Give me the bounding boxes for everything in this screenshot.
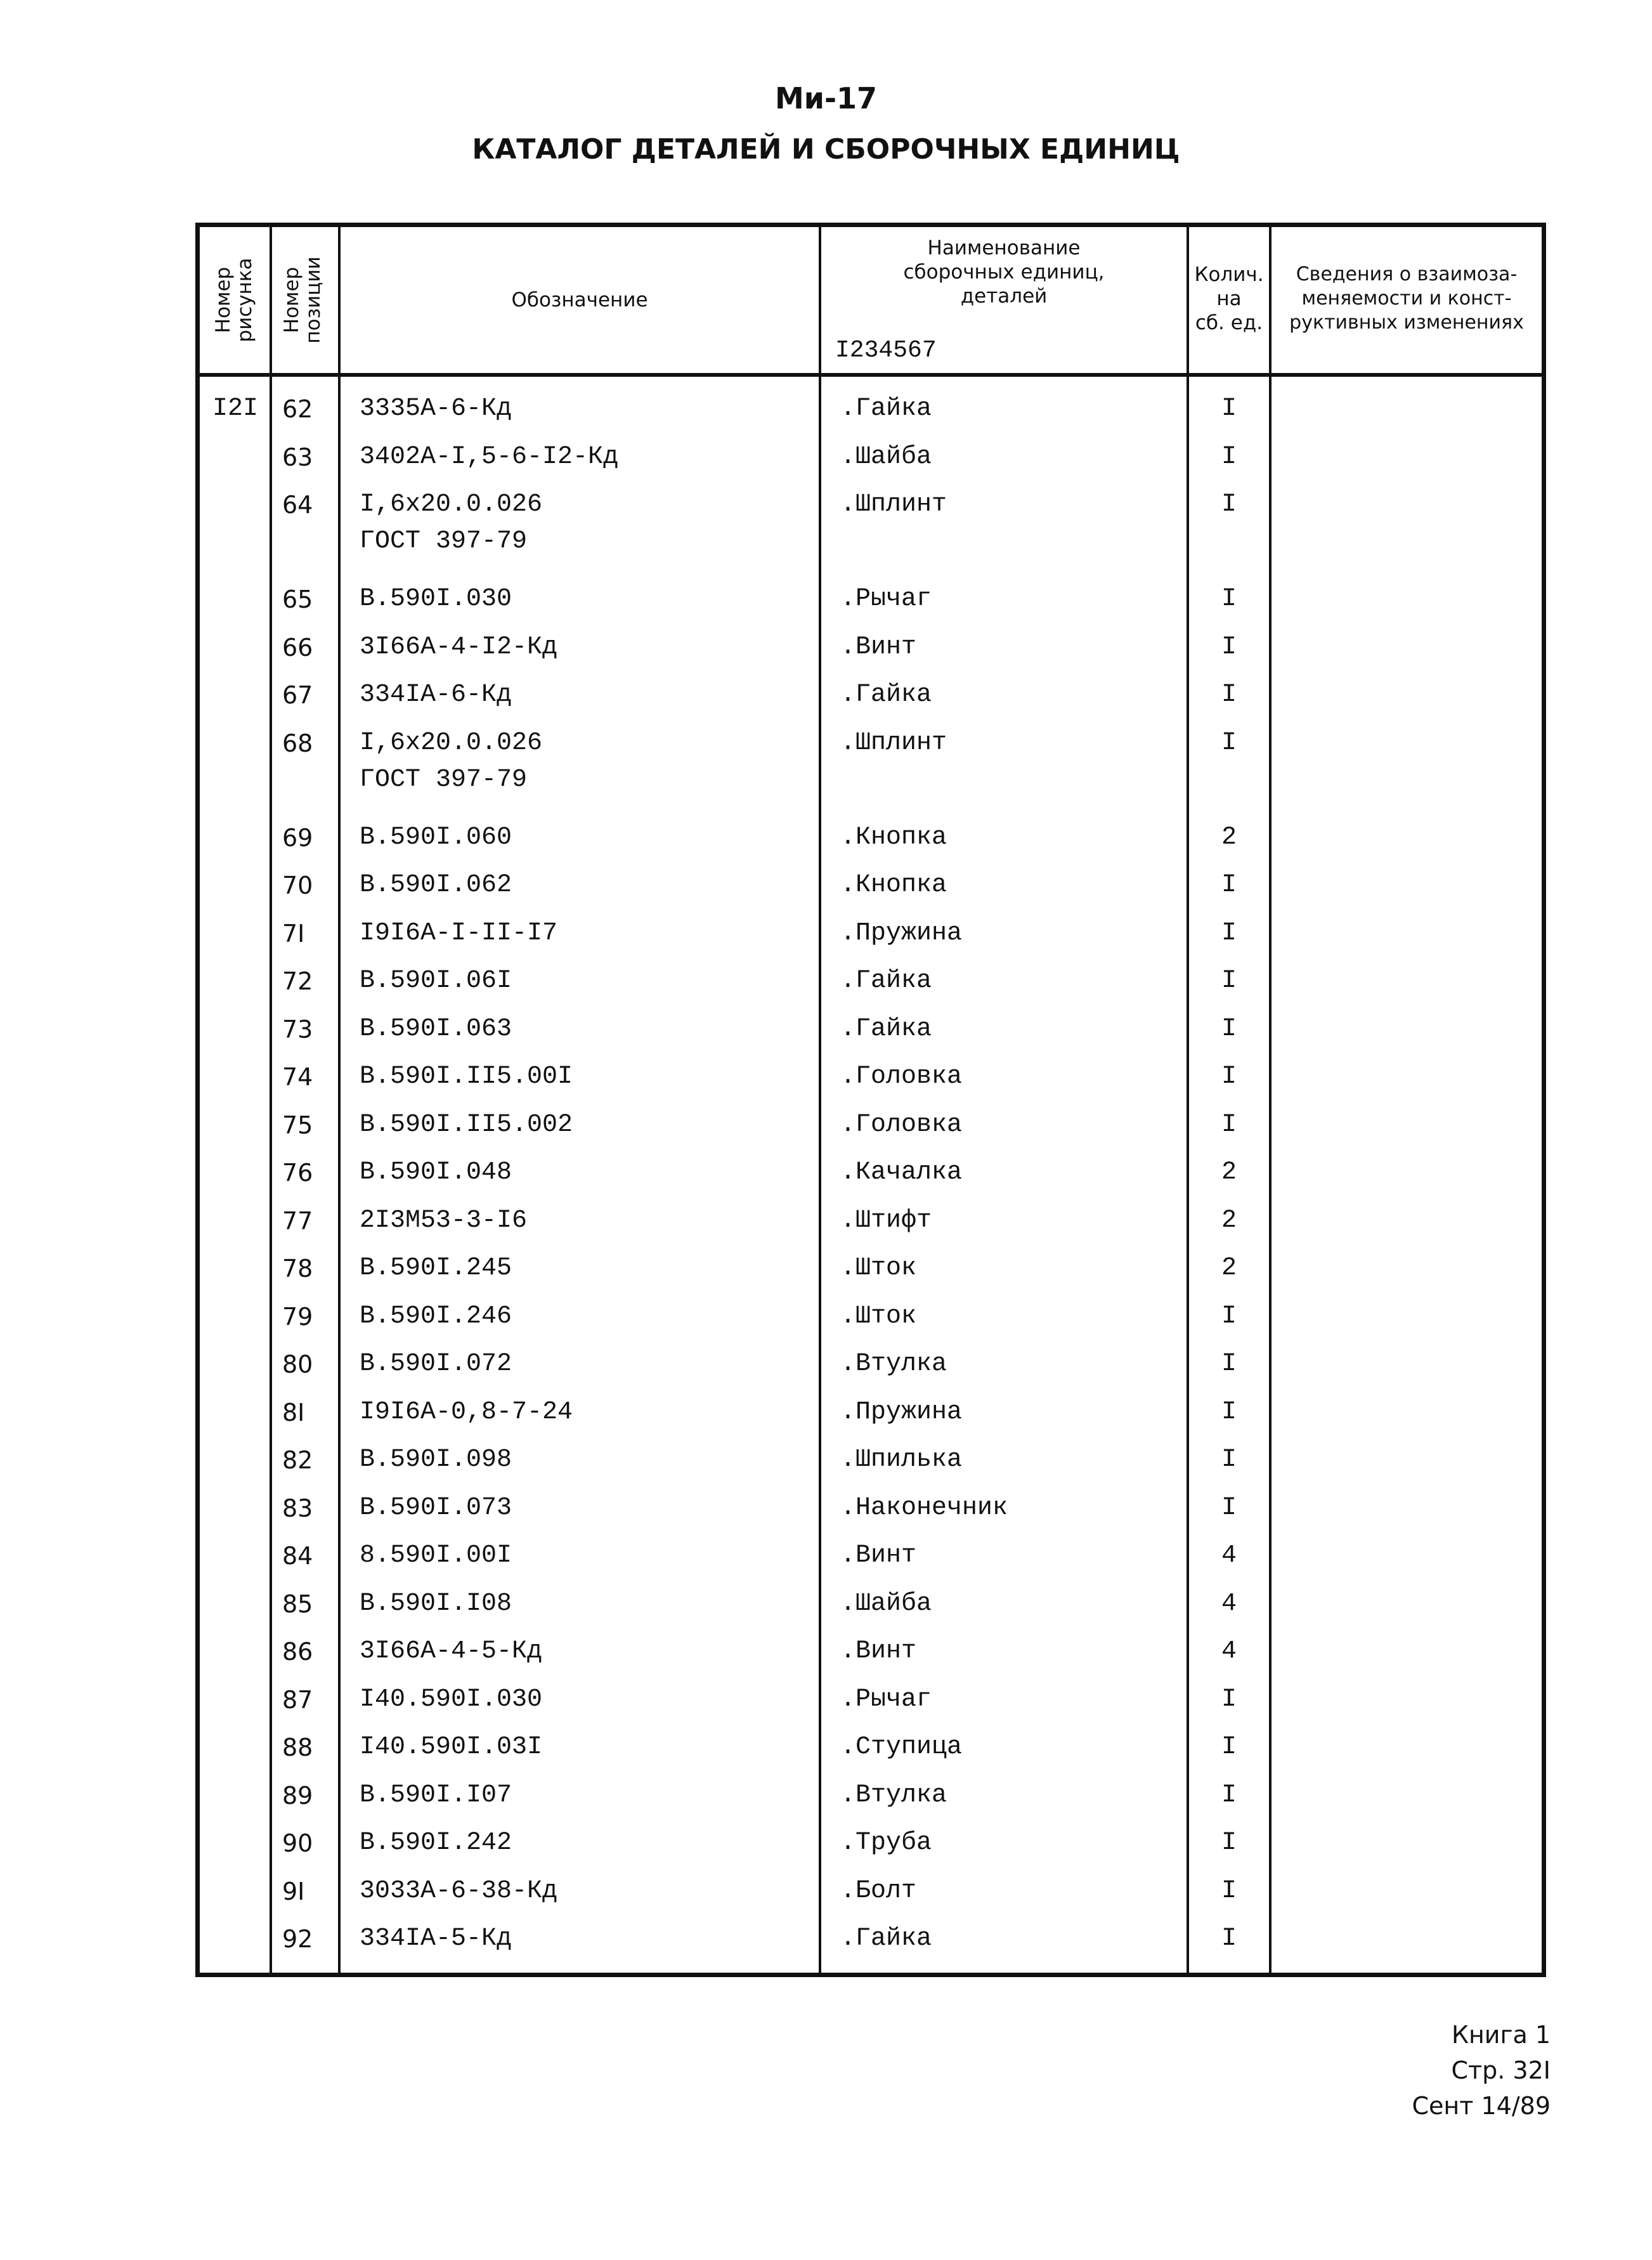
- part-quantity: I: [1221, 1062, 1237, 1091]
- divider: [338, 227, 341, 1973]
- part-quantity: I: [1221, 1302, 1237, 1331]
- position-number: 63: [282, 443, 313, 471]
- part-quantity: I: [1221, 585, 1237, 613]
- part-designation: B.590I.I07: [360, 1780, 512, 1810]
- position-number: 85: [282, 1590, 313, 1618]
- part-quantity: I: [1221, 681, 1237, 709]
- part-quantity: 2: [1221, 1158, 1237, 1187]
- part-designation: B.590I.242: [360, 1829, 512, 1857]
- part-quantity: I: [1221, 1924, 1237, 1953]
- position-number: 64: [282, 491, 313, 519]
- part-designation: 8.590I.00I: [360, 1541, 512, 1570]
- part-quantity: I: [1221, 1780, 1237, 1810]
- part-designation: B.590I.072: [360, 1350, 512, 1378]
- part-quantity: I: [1221, 1350, 1237, 1378]
- part-designation: I,6x20.0.026: [360, 728, 543, 757]
- part-name: .Гайка: [840, 1014, 932, 1043]
- part-name: .Кнопка: [840, 823, 947, 852]
- position-number: 89: [282, 1781, 313, 1810]
- part-designation: B.590I.I08: [360, 1589, 512, 1618]
- part-designation: B.590I.030: [360, 585, 512, 613]
- position-number: 62: [282, 395, 313, 423]
- position-number: 74: [282, 1063, 313, 1091]
- part-name: .Наконечник: [840, 1493, 1008, 1522]
- part-quantity: I: [1221, 632, 1237, 662]
- part-designation: 3I66A-4-5-Кд: [360, 1637, 543, 1666]
- part-name: .Штифт: [840, 1206, 932, 1235]
- part-designation: B.590I.048: [360, 1158, 512, 1187]
- part-designation: B.590I.II5.00I: [360, 1062, 573, 1091]
- part-name: .Винт: [840, 1541, 917, 1570]
- header-name-code: I234567: [835, 337, 937, 364]
- part-quantity: I: [1221, 918, 1237, 948]
- part-quantity: I: [1221, 1446, 1237, 1474]
- part-designation: B.590I.06I: [360, 967, 512, 995]
- part-designation: I9I6A-0,8-7-24: [360, 1397, 573, 1427]
- part-name: .Головка: [840, 1062, 963, 1091]
- part-name: .Рычаг: [840, 585, 932, 613]
- part-designation: 3335A-6-Кд: [360, 395, 512, 423]
- position-number: 92: [282, 1925, 313, 1953]
- part-name: .Головка: [840, 1110, 963, 1139]
- position-number: 66: [282, 633, 313, 662]
- divider: [1269, 227, 1272, 1973]
- part-name: .Втулка: [840, 1780, 947, 1810]
- position-number: 78: [282, 1255, 313, 1283]
- header-figure-number: Номер рисунка: [212, 258, 256, 343]
- footer-date: Сент 14/89: [1412, 2092, 1551, 2120]
- part-quantity: I: [1221, 1876, 1237, 1905]
- part-name: .Труба: [840, 1829, 932, 1857]
- position-number: 8I: [282, 1398, 305, 1427]
- part-name: .Шплинт: [840, 490, 947, 519]
- position-number: 7I: [282, 919, 305, 948]
- header-interchangeability: Сведения о взаимоза- меняемости и конст- руктивных изменениях: [1289, 263, 1524, 334]
- header-quantity: Колич. на сб. ед.: [1194, 263, 1264, 334]
- part-name: .Шайба: [840, 442, 932, 471]
- parts-table: [195, 223, 1546, 1977]
- part-name: .Пружина: [840, 918, 963, 948]
- part-name: .Шплинт: [840, 728, 947, 757]
- part-quantity: I: [1221, 1685, 1237, 1714]
- header-position-number: Номер позиции: [280, 256, 325, 344]
- part-name: .Гайка: [840, 1924, 932, 1953]
- header-designation: Обозначение: [511, 289, 648, 311]
- position-number: 77: [282, 1206, 313, 1235]
- position-number: 90: [282, 1829, 313, 1857]
- part-designation: B.590I.246: [360, 1302, 512, 1331]
- header-divider: [200, 373, 1542, 377]
- divider: [819, 227, 821, 1973]
- part-designation: B.590I.073: [360, 1493, 512, 1522]
- part-designation: B.590I.060: [360, 823, 512, 852]
- part-quantity: I: [1221, 1829, 1237, 1857]
- part-designation: 334IA-6-Кд: [360, 681, 512, 709]
- part-name: .Винт: [840, 1637, 917, 1666]
- position-number: 88: [282, 1734, 313, 1761]
- part-designation: B.590I.063: [360, 1014, 512, 1043]
- figure-number-value: I2I: [212, 395, 259, 423]
- part-quantity: I: [1221, 1733, 1237, 1761]
- part-quantity: I: [1221, 1493, 1237, 1522]
- part-name: .Винт: [840, 632, 917, 662]
- part-quantity: I: [1221, 871, 1237, 899]
- position-number: 75: [282, 1111, 313, 1139]
- position-number: 83: [282, 1494, 313, 1522]
- part-designation: B.590I.II5.002: [360, 1110, 573, 1139]
- part-quantity: I: [1221, 490, 1237, 519]
- part-designation: I9I6A-I-II-I7: [360, 918, 558, 948]
- position-number: 67: [282, 681, 313, 709]
- position-number: 84: [282, 1542, 313, 1570]
- part-quantity: 2: [1221, 1206, 1237, 1235]
- divider: [270, 227, 272, 1973]
- part-designation: I40.590I.030: [360, 1685, 543, 1714]
- part-name: .Шайба: [840, 1589, 932, 1618]
- part-name: .Гайка: [840, 681, 932, 709]
- part-quantity: I: [1221, 1014, 1237, 1043]
- position-number: 69: [282, 823, 313, 852]
- part-quantity: 4: [1221, 1589, 1237, 1618]
- position-number: 76: [282, 1159, 313, 1187]
- part-quantity: 4: [1221, 1637, 1237, 1666]
- part-name: .Гайка: [840, 395, 932, 423]
- part-name: .Шпилька: [840, 1446, 963, 1474]
- part-quantity: I: [1221, 967, 1237, 995]
- part-quantity: 2: [1221, 1254, 1237, 1283]
- part-designation: B.590I.098: [360, 1446, 512, 1474]
- part-designation: I,6x20.0.026: [360, 490, 543, 519]
- part-designation-standard: ГОСТ 397-79: [360, 527, 528, 556]
- part-quantity: I: [1221, 1397, 1237, 1427]
- position-number: 70: [282, 872, 313, 899]
- part-quantity: 2: [1221, 823, 1237, 852]
- part-designation: 334IA-5-Кд: [360, 1924, 512, 1953]
- part-name: .Шток: [840, 1302, 917, 1331]
- part-quantity: I: [1221, 728, 1237, 757]
- part-name: .Пружина: [840, 1397, 963, 1427]
- position-number: 86: [282, 1638, 313, 1666]
- part-quantity: I: [1221, 442, 1237, 471]
- part-name: .Кнопка: [840, 871, 947, 899]
- part-designation: B.590I.245: [360, 1254, 512, 1283]
- part-name: .Болт: [840, 1876, 917, 1905]
- part-quantity: I: [1221, 1110, 1237, 1139]
- part-name: .Ступица: [840, 1733, 963, 1761]
- position-number: 65: [282, 585, 313, 613]
- position-number: 68: [282, 729, 313, 757]
- footer-book: Книга 1: [1451, 2021, 1551, 2049]
- part-designation: 3033A-6-38-Кд: [360, 1876, 558, 1905]
- part-quantity: 4: [1221, 1541, 1237, 1570]
- catalog-title: КАТАЛОГ ДЕТАЛЕЙ И СБОРОЧНЫХ ЕДИНИЦ: [472, 133, 1180, 166]
- position-number: 80: [282, 1350, 313, 1378]
- part-designation-standard: ГОСТ 397-79: [360, 765, 528, 794]
- aircraft-model-title: Ми-17: [774, 81, 878, 115]
- part-quantity: I: [1221, 395, 1237, 423]
- part-designation: B.590I.062: [360, 871, 512, 899]
- part-designation: 3402A-I,5-6-I2-Кд: [360, 442, 619, 471]
- part-designation: I40.590I.03I: [360, 1733, 543, 1761]
- part-name: .Шток: [840, 1254, 917, 1283]
- position-number: 72: [282, 967, 313, 995]
- position-number: 87: [282, 1685, 313, 1714]
- footer-page: Стр. 32I: [1451, 2056, 1551, 2084]
- part-designation: 3I66A-4-I2-Кд: [360, 632, 558, 662]
- position-number: 82: [282, 1446, 313, 1474]
- part-name: .Качалка: [840, 1158, 963, 1187]
- part-name: .Втулка: [840, 1350, 947, 1378]
- header-name: Наименование сборочных единиц, деталей: [903, 237, 1105, 308]
- position-number: 73: [282, 1015, 313, 1043]
- position-number: 9I: [282, 1877, 305, 1905]
- position-number: 79: [282, 1302, 313, 1331]
- part-designation: 2I3M53-3-I6: [360, 1206, 528, 1235]
- part-name: .Рычаг: [840, 1685, 932, 1714]
- part-name: .Гайка: [840, 967, 932, 995]
